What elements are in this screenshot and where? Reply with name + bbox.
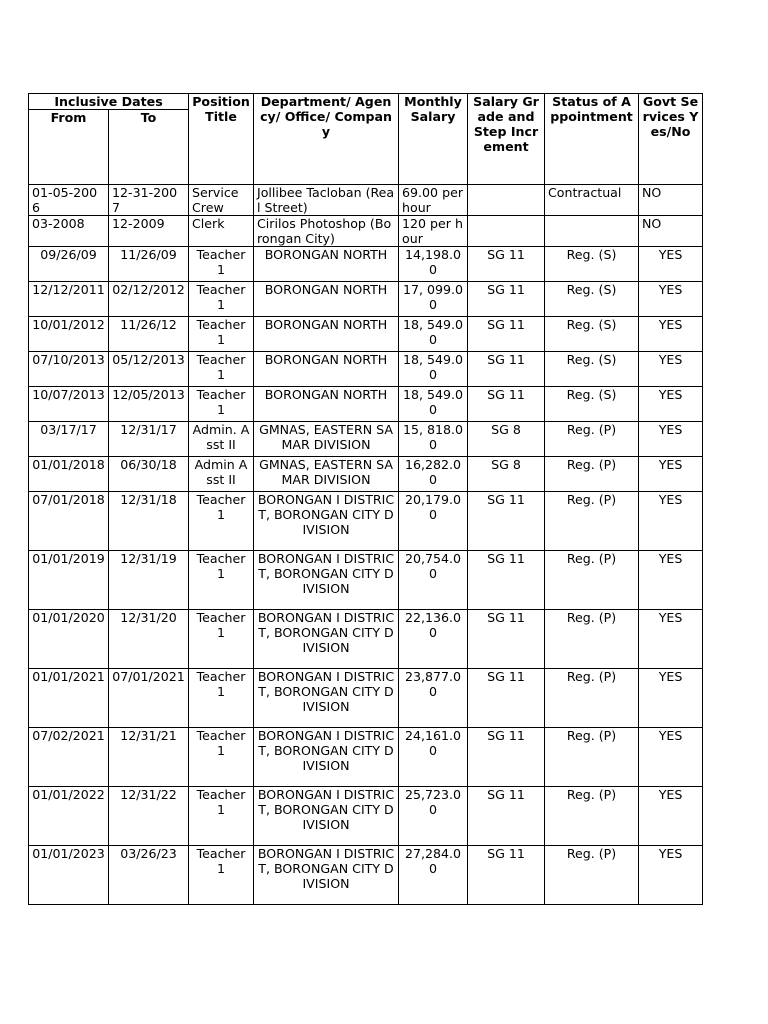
cell-to: 12/31/22 <box>109 787 189 846</box>
cell-status: Reg. (P) <box>545 457 639 492</box>
cell-grade: SG 11 <box>468 352 545 387</box>
cell-from: 01/01/2022 <box>29 787 109 846</box>
cell-govt: NO <box>639 185 703 216</box>
table-row <box>29 247 703 282</box>
cell-salary: 14,198.00 <box>399 247 468 282</box>
cell-from: 03-2008 <box>29 216 109 247</box>
cell-department: Cirilos Photoshop (Borongan City) <box>254 216 399 247</box>
cell-to: 05/12/2013 <box>109 352 189 387</box>
cell-govt: YES <box>639 317 703 352</box>
cell-from: 01/01/2023 <box>29 846 109 905</box>
cell-position: Teacher 1 <box>189 387 254 422</box>
cell-to: 12-2009 <box>109 216 189 247</box>
cell-grade: SG 11 <box>468 610 545 669</box>
header-inclusive-dates: Inclusive Dates <box>29 94 189 110</box>
cell-department: Jollibee Tacloban (Real Street) <box>254 185 399 216</box>
cell-position: Teacher 1 <box>189 492 254 551</box>
cell-salary: 15, 818.00 <box>399 422 468 457</box>
cell-position: Teacher 1 <box>189 787 254 846</box>
cell-salary: 24,161.00 <box>399 728 468 787</box>
cell-grade: SG 11 <box>468 669 545 728</box>
cell-grade: SG 11 <box>468 317 545 352</box>
cell-position: Teacher 1 <box>189 728 254 787</box>
cell-govt: YES <box>639 282 703 317</box>
cell-govt: YES <box>639 387 703 422</box>
cell-position: Admin Asst II <box>189 457 254 492</box>
cell-salary: 69.00 per hour <box>399 185 468 216</box>
cell-status: Reg. (P) <box>545 728 639 787</box>
cell-position: Teacher 1 <box>189 282 254 317</box>
table-row <box>29 282 703 317</box>
cell-department: BORONGAN NORTH <box>254 247 399 282</box>
cell-from: 10/07/2013 <box>29 387 109 422</box>
cell-status: Reg. (S) <box>545 282 639 317</box>
cell-to: 12/31/21 <box>109 728 189 787</box>
cell-salary: 20,179.00 <box>399 492 468 551</box>
cell-salary: 18, 549.00 <box>399 352 468 387</box>
cell-to: 06/30/18 <box>109 457 189 492</box>
cell-department: BORONGAN NORTH <box>254 282 399 317</box>
cell-grade: SG 11 <box>468 551 545 610</box>
cell-department: BORONGAN I DISTRICT, BORONGAN CITY DIVISION <box>254 728 399 787</box>
cell-department: GMNAS, EASTERN SAMAR DIVISION <box>254 457 399 492</box>
cell-govt: YES <box>639 846 703 905</box>
cell-govt: YES <box>639 551 703 610</box>
cell-to: 03/26/23 <box>109 846 189 905</box>
cell-position: Service Crew <box>189 185 254 216</box>
cell-from: 12/12/2011 <box>29 282 109 317</box>
cell-grade: SG 11 <box>468 846 545 905</box>
cell-from: 10/01/2012 <box>29 317 109 352</box>
cell-position: Admin. Asst II <box>189 422 254 457</box>
cell-from: 07/01/2018 <box>29 492 109 551</box>
cell-status: Reg. (S) <box>545 352 639 387</box>
cell-salary: 120 per hour <box>399 216 468 247</box>
cell-department: BORONGAN I DISTRICT, BORONGAN CITY DIVISION <box>254 787 399 846</box>
table-body <box>29 185 703 905</box>
table-row <box>29 352 703 387</box>
cell-govt: NO <box>639 216 703 247</box>
cell-govt: YES <box>639 669 703 728</box>
cell-from: 07/02/2021 <box>29 728 109 787</box>
cell-salary: 25,723.00 <box>399 787 468 846</box>
cell-salary: 22,136.00 <box>399 610 468 669</box>
cell-grade: SG 8 <box>468 457 545 492</box>
cell-grade: SG 11 <box>468 387 545 422</box>
cell-from: 01/01/2019 <box>29 551 109 610</box>
cell-to: 02/12/2012 <box>109 282 189 317</box>
table-row <box>29 669 703 728</box>
cell-to: 12/31/17 <box>109 422 189 457</box>
cell-status: Reg. (P) <box>545 787 639 846</box>
cell-to: 12-31-2007 <box>109 185 189 216</box>
cell-grade: SG 11 <box>468 787 545 846</box>
header-salary: Monthly Salary <box>399 94 468 185</box>
cell-salary: 27,284.00 <box>399 846 468 905</box>
header-grade: Salary Grade and Step Increment <box>468 94 545 185</box>
cell-govt: YES <box>639 787 703 846</box>
cell-salary: 17, 099.00 <box>399 282 468 317</box>
cell-govt: YES <box>639 352 703 387</box>
header-govt: Govt Services Yes/No <box>639 94 703 185</box>
cell-grade: SG 8 <box>468 422 545 457</box>
cell-grade: SG 11 <box>468 282 545 317</box>
cell-position: Teacher 1 <box>189 352 254 387</box>
cell-to: 12/05/2013 <box>109 387 189 422</box>
cell-from: 07/10/2013 <box>29 352 109 387</box>
cell-from: 01-05-2006 <box>29 185 109 216</box>
table-row <box>29 387 703 422</box>
cell-position: Teacher 1 <box>189 610 254 669</box>
cell-grade: SG 11 <box>468 728 545 787</box>
header-to: To <box>109 110 189 185</box>
cell-from: 01/01/2021 <box>29 669 109 728</box>
cell-status: Reg. (P) <box>545 610 639 669</box>
cell-grade: SG 11 <box>468 247 545 282</box>
cell-position: Teacher 1 <box>189 247 254 282</box>
table-row <box>29 610 703 669</box>
cell-salary: 18, 549.00 <box>399 387 468 422</box>
cell-to: 12/31/20 <box>109 610 189 669</box>
cell-status: Reg. (S) <box>545 317 639 352</box>
table-row <box>29 422 703 457</box>
header-department: Department/ Agency/ Office/ Company <box>254 94 399 185</box>
cell-status: Reg. (P) <box>545 492 639 551</box>
cell-department: BORONGAN NORTH <box>254 317 399 352</box>
cell-govt: YES <box>639 610 703 669</box>
table-row <box>29 492 703 551</box>
cell-to: 12/31/19 <box>109 551 189 610</box>
cell-status: Reg. (P) <box>545 846 639 905</box>
cell-position: Teacher 1 <box>189 317 254 352</box>
table-row <box>29 185 703 216</box>
cell-status: Contractual <box>545 185 639 216</box>
cell-govt: YES <box>639 247 703 282</box>
table-row <box>29 846 703 905</box>
cell-department: BORONGAN I DISTRICT, BORONGAN CITY DIVISION <box>254 669 399 728</box>
cell-status: Reg. (P) <box>545 422 639 457</box>
cell-salary: 23,877.00 <box>399 669 468 728</box>
cell-status: Reg. (P) <box>545 669 639 728</box>
cell-to: 12/31/18 <box>109 492 189 551</box>
cell-from: 01/01/2018 <box>29 457 109 492</box>
cell-department: BORONGAN I DISTRICT, BORONGAN CITY DIVISION <box>254 551 399 610</box>
cell-to: 11/26/09 <box>109 247 189 282</box>
cell-position: Teacher 1 <box>189 669 254 728</box>
cell-salary: 20,754.00 <box>399 551 468 610</box>
cell-salary: 16,282.00 <box>399 457 468 492</box>
cell-grade: SG 11 <box>468 492 545 551</box>
cell-govt: YES <box>639 492 703 551</box>
cell-grade <box>468 185 545 216</box>
cell-department: BORONGAN I DISTRICT, BORONGAN CITY DIVISION <box>254 846 399 905</box>
cell-position: Teacher 1 <box>189 846 254 905</box>
cell-from: 03/17/17 <box>29 422 109 457</box>
cell-from: 09/26/09 <box>29 247 109 282</box>
cell-govt: YES <box>639 728 703 787</box>
cell-grade <box>468 216 545 247</box>
table-row <box>29 216 703 247</box>
cell-position: Clerk <box>189 216 254 247</box>
table-row <box>29 317 703 352</box>
table-row <box>29 787 703 846</box>
cell-from: 01/01/2020 <box>29 610 109 669</box>
cell-department: BORONGAN I DISTRICT, BORONGAN CITY DIVISION <box>254 492 399 551</box>
cell-status <box>545 216 639 247</box>
table-row <box>29 728 703 787</box>
header-from: From <box>29 110 109 185</box>
cell-department: BORONGAN I DISTRICT, BORONGAN CITY DIVISION <box>254 610 399 669</box>
header-position: Position Title <box>189 94 254 185</box>
cell-department: GMNAS, EASTERN SAMAR DIVISION <box>254 422 399 457</box>
table-row <box>29 457 703 492</box>
cell-department: BORONGAN NORTH <box>254 387 399 422</box>
cell-status: Reg. (S) <box>545 247 639 282</box>
header-status: Status of Appointment <box>545 94 639 185</box>
cell-to: 11/26/12 <box>109 317 189 352</box>
service-record-table <box>28 93 703 905</box>
cell-to: 07/01/2021 <box>109 669 189 728</box>
cell-status: Reg. (P) <box>545 551 639 610</box>
cell-department: BORONGAN NORTH <box>254 352 399 387</box>
cell-govt: YES <box>639 457 703 492</box>
table-row <box>29 551 703 610</box>
cell-position: Teacher 1 <box>189 551 254 610</box>
cell-govt: YES <box>639 422 703 457</box>
cell-status: Reg. (S) <box>545 387 639 422</box>
cell-salary: 18, 549.00 <box>399 317 468 352</box>
